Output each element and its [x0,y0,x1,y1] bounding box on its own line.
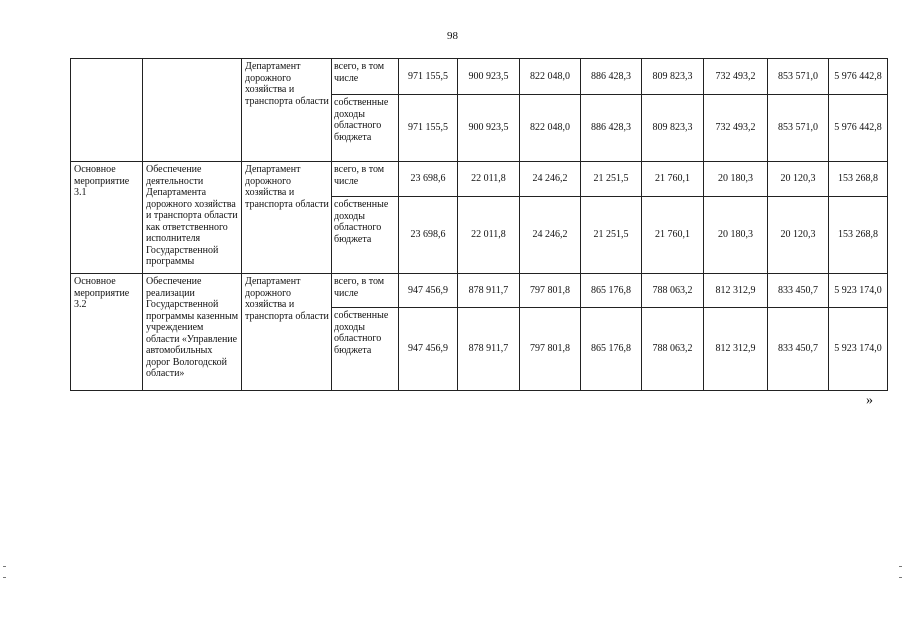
value-cell: 23 698,6 [399,197,458,274]
value-cell: 833 450,7 [768,274,829,308]
value-cell: 822 048,0 [520,95,581,162]
value-cell: 20 180,3 [704,197,768,274]
total-cell: 5 976 442,8 [829,59,888,95]
executor-cell: Департамент дорожного хозяйства и транспорта области [242,59,332,162]
value-cell: 947 456,9 [399,274,458,308]
total-cell: 5 976 442,8 [829,95,888,162]
value-cell: 833 450,7 [768,308,829,391]
table-row [71,59,888,95]
total-cell: 153 268,8 [829,197,888,274]
value-cell: 971 155,5 [399,59,458,95]
budget-table [70,58,888,391]
value-cell: 797 801,8 [520,274,581,308]
value-cell: 797 801,8 [520,308,581,391]
source-cell: всего, в том числе [332,274,399,308]
value-cell: 822 048,0 [520,59,581,95]
measure-cell: Основное мероприятие 3.2 [71,274,143,391]
closing-quote: » [866,393,873,408]
measure-cell [71,59,143,162]
measure-name-cell [143,59,242,162]
value-cell: 21 760,1 [642,162,704,197]
value-cell: 20 120,3 [768,197,829,274]
total-cell: 5 923 174,0 [829,274,888,308]
value-cell: 22 011,8 [458,162,520,197]
measure-name-cell: Обеспечение реализации Государственной программы казенным учреждением области «Управление автомобильных дорог Вологодской области» [143,274,242,391]
value-cell: 886 428,3 [581,95,642,162]
scan-edge-mark [899,577,902,578]
value-cell: 886 428,3 [581,59,642,95]
scan-edge-mark [3,577,6,578]
value-cell: 23 698,6 [399,162,458,197]
value-cell: 21 760,1 [642,197,704,274]
value-cell: 21 251,5 [581,197,642,274]
source-cell: всего, в том числе [332,162,399,197]
value-cell: 865 176,8 [581,274,642,308]
value-cell: 21 251,5 [581,162,642,197]
value-cell: 900 923,5 [458,95,520,162]
value-cell: 20 120,3 [768,162,829,197]
value-cell: 24 246,2 [520,197,581,274]
measure-name-cell: Обеспечение деятельности Департамента дорожного хозяйства и транспорта области как ответственного исполнителя Государственной программы [143,162,242,274]
table-row [71,274,888,308]
value-cell: 812 312,9 [704,274,768,308]
value-cell: 878 911,7 [458,308,520,391]
value-cell: 22 011,8 [458,197,520,274]
value-cell: 809 823,3 [642,59,704,95]
executor-cell: Департамент дорожного хозяйства и транспорта области [242,274,332,391]
value-cell: 24 246,2 [520,162,581,197]
value-cell: 809 823,3 [642,95,704,162]
source-cell: всего, в том числе [332,59,399,95]
value-cell: 865 176,8 [581,308,642,391]
value-cell: 788 063,2 [642,274,704,308]
table-row [71,162,888,197]
scan-edge-mark [3,566,6,567]
measure-cell: Основное мероприятие 3.1 [71,162,143,274]
value-cell: 20 180,3 [704,162,768,197]
value-cell: 853 571,0 [768,59,829,95]
value-cell: 732 493,2 [704,95,768,162]
value-cell: 947 456,9 [399,308,458,391]
value-cell: 900 923,5 [458,59,520,95]
value-cell: 788 063,2 [642,308,704,391]
value-cell: 812 312,9 [704,308,768,391]
source-cell: собственные доходы областного бюджета [332,308,399,391]
total-cell: 153 268,8 [829,162,888,197]
source-cell: собственные доходы областного бюджета [332,197,399,274]
value-cell: 853 571,0 [768,95,829,162]
source-cell: собственные доходы областного бюджета [332,95,399,162]
value-cell: 878 911,7 [458,274,520,308]
value-cell: 732 493,2 [704,59,768,95]
total-cell: 5 923 174,0 [829,308,888,391]
scan-edge-mark [899,566,902,567]
executor-cell: Департамент дорожного хозяйства и транспорта области [242,162,332,274]
page-number: 98 [447,30,458,42]
value-cell: 971 155,5 [399,95,458,162]
